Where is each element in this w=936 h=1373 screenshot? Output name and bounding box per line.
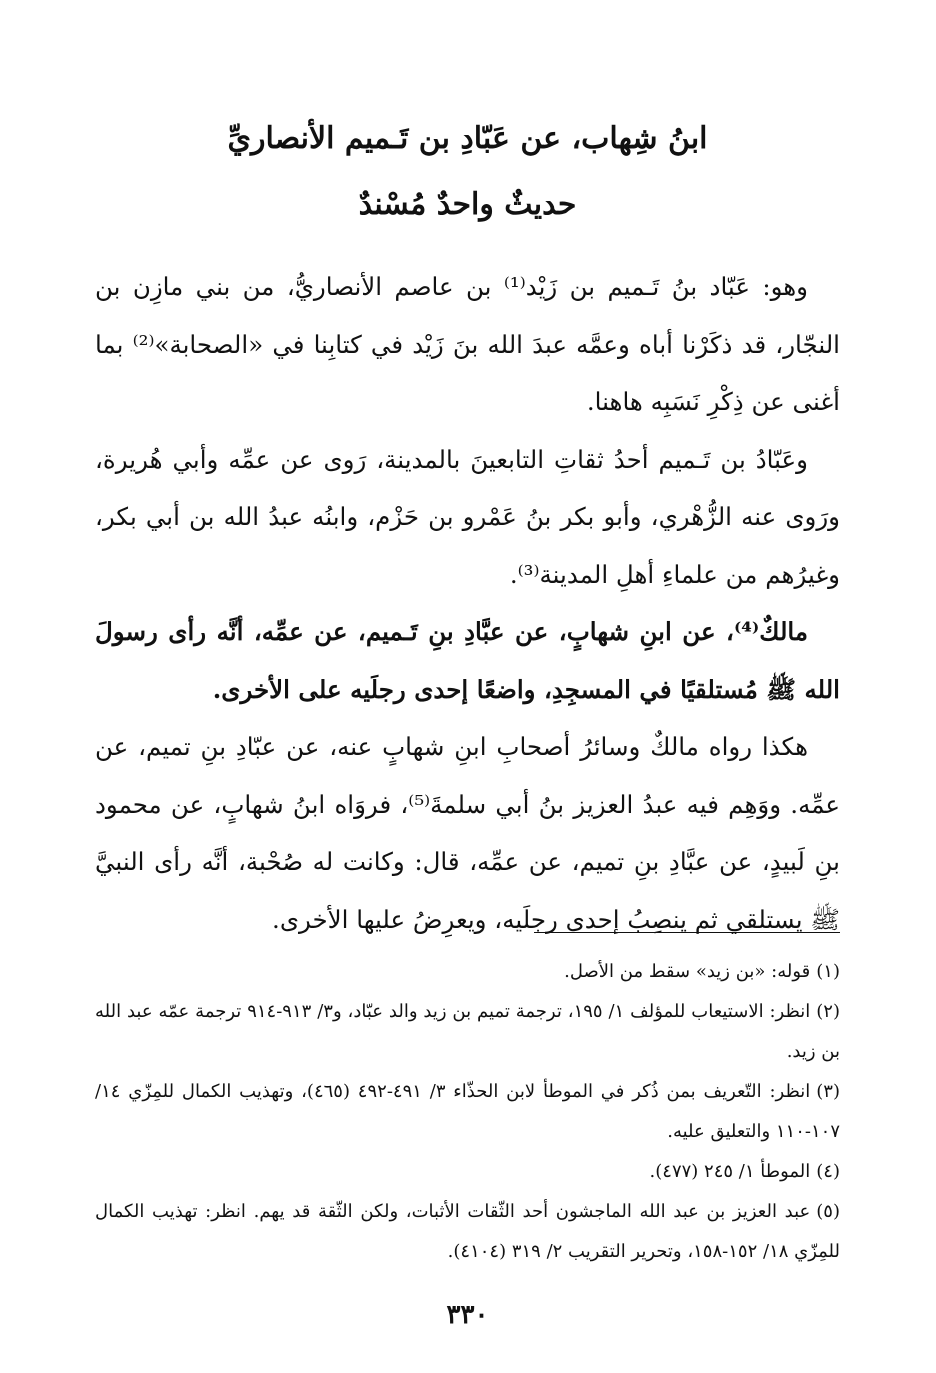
footnote-number: (١) bbox=[816, 961, 840, 982]
footnotes bbox=[95, 952, 840, 1272]
paragraph-commentary: هكذا رواه مالكٌ وسائرُ أصحابِ ابنِ شهابٍ عنه، عن عبّادِ بنِ تميم، عن عمِّه. ووَهِم فيه عبدُ العزيز بنُ أبي سلمةَ⁽⁵⁾، فروَاه ابنُ شهابٍ، عن محمود بنِ لَبيدٍ، عن عبَّادِ بنِ تميم، عن عمِّه، قال: وكانت له صُحْبة، أنَّه رأى النبيَّ ﷺ يستلقي ثم ينصِبُ إحدى رجلَيه، ويعرِضُ عليها الأخرى. bbox=[95, 732, 840, 934]
footnote-number: (٢) bbox=[816, 1001, 840, 1022]
main-text bbox=[95, 258, 840, 948]
footnote-number: (٥) bbox=[816, 1201, 840, 1222]
footnote-text: انظر: الاستيعاب للمؤلف ١/ ١٩٥، ترجمة تميم بن زيد والد عبّاد، و٣/ ٩١٣-٩١٤ ترجمة عمّه عبد الله بن زيد. bbox=[95, 1001, 840, 1062]
footnote-text: انظر: التّعريف بمن ذُكر في الموطأ لابن الحذّاء ٣/ ٤٩١-٤٩٢ (٤٦٥)، وتهذيب الكمال للمِزّي ١٤/ ١٠٧-١١٠ والتعليق عليه. bbox=[95, 1081, 840, 1142]
footnote-separator bbox=[534, 932, 840, 933]
footnote-text: الموطأ ١/ ٢٤٥ (٤٧٧). bbox=[649, 1161, 811, 1182]
paragraph-hadith-text: مالكٌ⁽⁴⁾، عن ابنِ شهابٍ، عن عبَّادِ بنِ تَـميم، عن عمِّه، أنَّه رأى رسولَ الله ﷺ مُستلقيًا في المسجِدِ، واضعًا إحدى رجلَيه على الأخرى. bbox=[95, 617, 840, 704]
footnote-item bbox=[95, 1192, 840, 1272]
chapter-heading bbox=[95, 106, 840, 238]
footnote-number: (٣) bbox=[816, 1081, 840, 1102]
footnote-item bbox=[95, 1072, 840, 1152]
footnote-item bbox=[95, 1152, 840, 1192]
paragraph-biography: وهو: عَبّاد بنُ تَـميم بن زَيْد⁽¹⁾ بن عاصم الأنصاريُّ، من بني مازِن بن النجّار، قد ذكَرْنا أباه وعمَّه عبدَ الله بنَ زَيْد في كتابِنا في «الصحابة»⁽²⁾ بما أغنى عن ذِكْرِ نَسَبِه هاهنا. bbox=[95, 272, 840, 416]
footnote-item bbox=[95, 992, 840, 1072]
footnote-text: عبد العزيز بن عبد الله الماجشون أحد الثّقات الأثبات، ولكن الثّقة قد يهم. انظر: تهذيب الكمال للمِزّي ١٨/ ١٥٢-١٥٨، وتحرير التقريب ٢/ ٣١٩ (٤١٠٤). bbox=[95, 1201, 840, 1262]
footnote-item bbox=[95, 952, 840, 992]
book-page bbox=[95, 0, 840, 1373]
footnote-text: قوله: «بن زيد» سقط من الأصل. bbox=[564, 961, 811, 982]
paragraph-narrators: وعَبّادُ بن تَـميم أحدُ ثقاتِ التابعينَ بالمدينة، رَوى عن عمِّه وأبي هُريرة، ورَوى عنه الزُّهْري، وأبو بكر بنُ عَمْرو بن حَزْم، وابنُه عبدُ الله بن أبي بكر، وغيرُهم من علماءِ أهلِ المدينة⁽³⁾. bbox=[95, 444, 840, 589]
footnote-number: (٤) bbox=[816, 1161, 840, 1182]
heading-line-2: حديثٌ واحدٌ مُسْندٌ bbox=[358, 187, 577, 222]
page-number: ٣٣٠ bbox=[446, 1300, 489, 1330]
heading-line-1: ابنُ شِهاب، عن عَبّادِ بن تَـميم الأنصاريِّ bbox=[227, 121, 708, 156]
